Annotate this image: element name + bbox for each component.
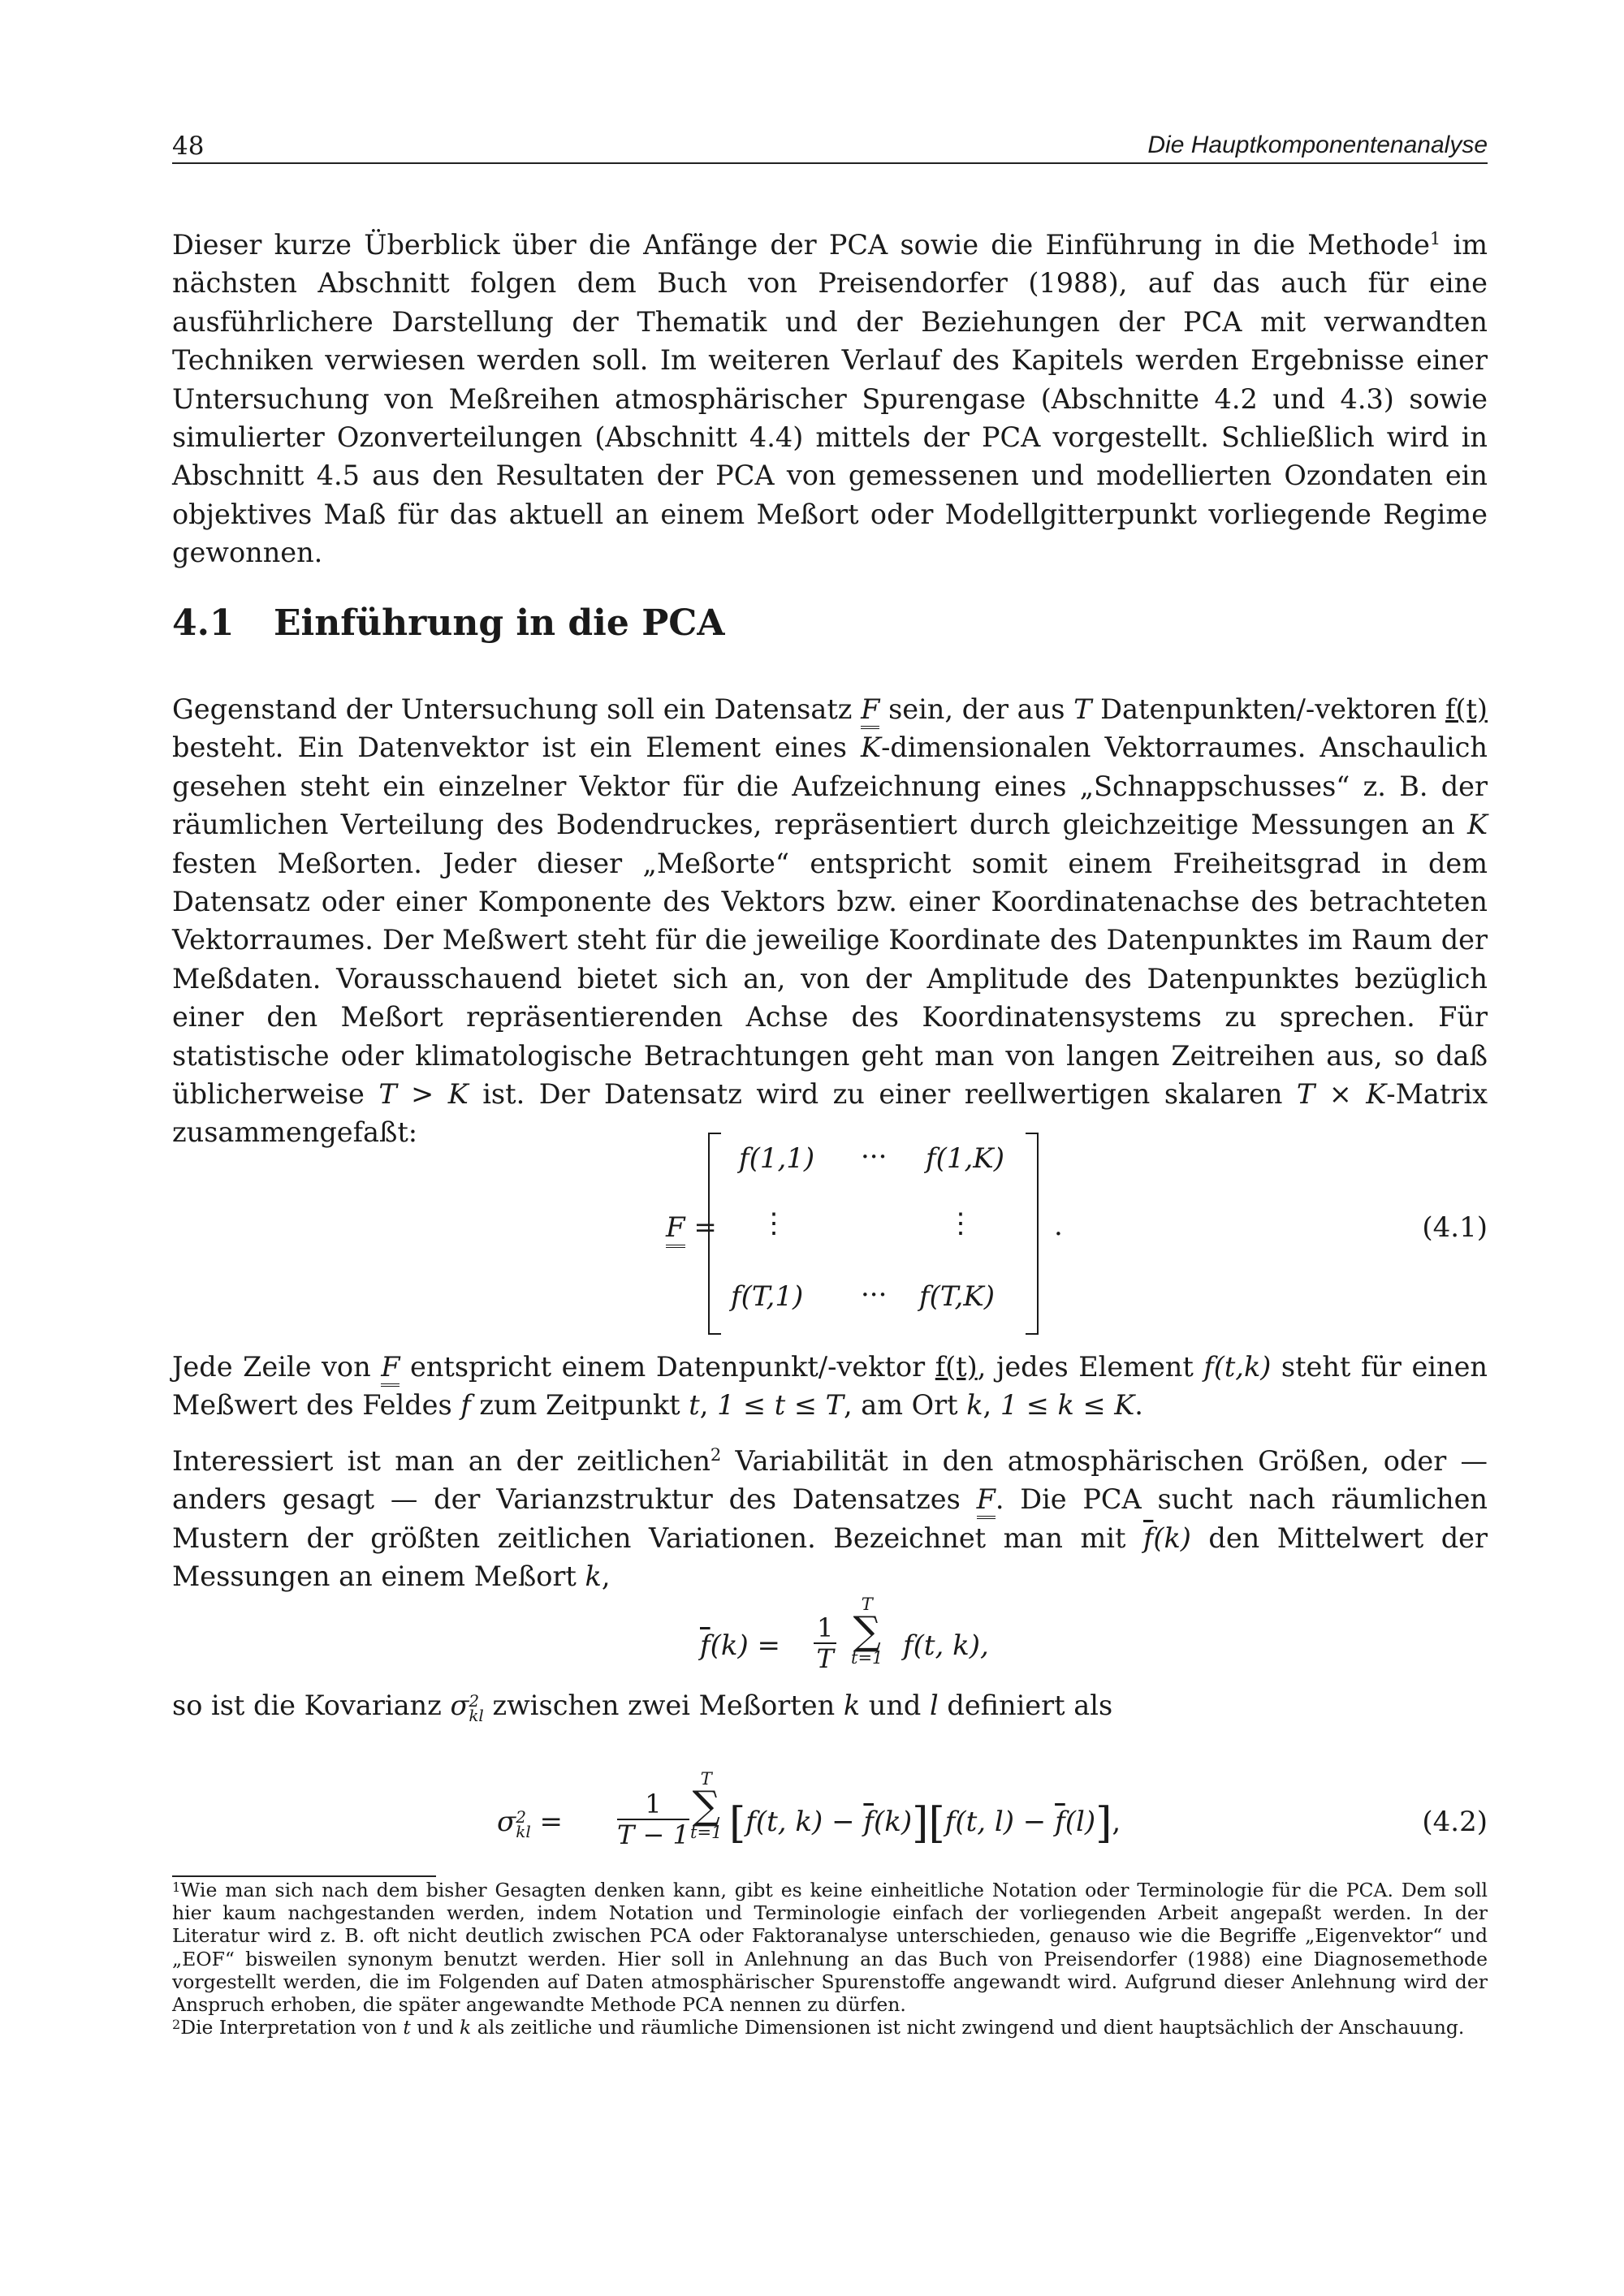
section-number: 4.1 (172, 602, 235, 644)
equation-lhs (700, 1629, 780, 1662)
fraction (814, 1613, 836, 1673)
matrix-ellipsis: ··· (861, 1279, 888, 1311)
text: -dimensionalen Vektorraumes. Anschaulich gesehen steht ein einzelner Vektor für die Aufzeichnung eines „Schnappschusses“ z. B. der räumlichen Verteilung des Bodendruckes, repräsentiert durch gleichzeitige Messungen an (172, 732, 1488, 841)
equation-rhs: f(t, k), (903, 1629, 989, 1662)
equals-sign: = (530, 1806, 564, 1838)
bracket-close: ] (1095, 1799, 1112, 1848)
page-number: 48 (172, 132, 205, 161)
matrix-vdots: ⋮ (760, 1207, 788, 1240)
text: Jede Zeile von (172, 1351, 382, 1383)
symbol-vector-ft: f(t) (935, 1351, 978, 1383)
symbol-t: t (403, 2016, 411, 2039)
term-2: f(t, l) − (944, 1806, 1056, 1838)
term-1-arg: (k) (874, 1806, 913, 1838)
equation-rhs (729, 1799, 1121, 1848)
equation-period: . (1054, 1210, 1063, 1242)
sum-sigma: ∑ (692, 1783, 720, 1828)
matrix-dimensions: T × K (1296, 1078, 1387, 1111)
fraction-numerator: 1 (814, 1613, 836, 1644)
symbol-fbar: $\overline{f}$ (1055, 1806, 1065, 1838)
summation (851, 1595, 883, 1667)
matrix-bracket-right (1026, 1133, 1039, 1335)
text: Datenpunkten/-vektoren (1091, 693, 1445, 725)
text: Variabilität in den atmosphärischen Größen, oder — anders gesagt — der Varianzstruktur des Datensatzes (172, 1445, 1488, 1516)
equation-4-1 (666, 1133, 1488, 1336)
sigma-indices (516, 1807, 531, 1841)
inequality-T-gt-K: T > K (378, 1078, 469, 1111)
symbol-l: l (930, 1690, 939, 1721)
text: . Die PCA sucht nach räumlichen Mustern der größten zeitlichen Variationen. Bezeichnet man mit (172, 1483, 1488, 1554)
equation-4-2 (497, 1770, 1488, 1863)
range-t: 1 ≤ t ≤ T (717, 1389, 844, 1422)
text: zwischen zwei Meßorten (483, 1690, 844, 1721)
footnote-1 (172, 1879, 1488, 2016)
sum-sigma: ∑ (853, 1608, 881, 1654)
bracket-open: [ (729, 1799, 746, 1848)
section-heading (172, 602, 724, 644)
symbol-k: k (843, 1690, 861, 1721)
symbol-t: t (689, 1389, 700, 1422)
intro-text-b: im nächsten Abschnitt folgen dem Buch von Preisendorfer (1988), auf das auch für eine ausführlichere Darstellung der Thematik und der Beziehungen der PCA mit verwandten Techniken verwiesen werden soll. Im weiteren Verlauf des Kapitels werden Ergebnisse einer Untersuchung von Meßreihen atmosphärischer Spurengase (Abschnitte 4.2 und 4.3) sowie simulierter Ozonverteilungen (Abschnitt 4.4) mittels der PCA vorgestellt. Schließlich wird in Abschnitt 4.5 aus den Resultaten der PCA von gemessenen und modellierten Ozondaten ein objektives Maß für das aktuell an einem Meßort oder Modellgitterpunkt vorliegende Regime gewonnen. (172, 229, 1488, 569)
footnote-2-text-a: Die Interpretation von (180, 2016, 404, 2039)
sigma-subscript: kl (516, 1822, 531, 1841)
matrix-vdots: ⋮ (947, 1207, 974, 1240)
text: Interessiert ist man an der zeitlichen (172, 1445, 710, 1477)
running-title: Die Hauptkomponentenanalyse (1147, 132, 1488, 158)
symbol-fbar: $\overline{f}$ (1142, 1521, 1154, 1554)
matrix-cell: f(T,K) (919, 1280, 996, 1313)
range-k: 1 ≤ k ≤ K (1000, 1389, 1135, 1422)
symbol-K: K (1466, 809, 1488, 841)
matrix-ellipsis: ··· (861, 1141, 888, 1173)
footnotes (172, 1879, 1488, 2039)
symbol-dataset-F: F (861, 693, 879, 729)
term-1: f(t, k) − (745, 1806, 864, 1838)
matrix-bracket-left (708, 1133, 721, 1335)
footnote-rule (172, 1875, 436, 1877)
sum-lower-limit: t=1 (851, 1648, 883, 1668)
text: festen Meßorten. Jeder dieser „Meßorte“ entspricht somit einem Freiheitsgrad in dem Datensatz oder einer Komponente des Vektors bzw. einer Koordinatenachse des betrachteten Vektorraumes. Der Meßwert steht für die jeweilige Koordinate des Datenpunktes im Raum der Meßdaten. Vorausschauend bietet sich an, von der Amplitude des Datenpunktes bezüglich einer den Meßort repräsentierenden Achse des Koordinatensystems zu sprechen. Für statistische oder klimatologische Betrachtungen geht man von langen Zeitreihen aus, so daß üblicherweise (172, 847, 1488, 1111)
sigma-superscript: 2 (469, 1691, 480, 1711)
symbol-sigma: σ (497, 1806, 516, 1838)
equation-number: (4.1) (1422, 1211, 1488, 1244)
text: , am Ort (843, 1389, 967, 1422)
footnote-2-text-c: als zeitliche und räumliche Dimensionen ist nicht zwingend und dient hauptsächlich der Anschauung. (471, 2016, 1465, 2039)
footnote-1-mark: 1 (172, 1880, 181, 1895)
intro-paragraph (172, 226, 1488, 572)
equals-sign: = (685, 1211, 717, 1244)
fraction-denominator: T (816, 1643, 834, 1674)
symbol-fbar-arg: (k) (1153, 1521, 1191, 1554)
bracket-close: ] (912, 1799, 929, 1848)
footnote-mark-2[interactable]: 2 (710, 1445, 722, 1465)
footnote-mark-1[interactable]: 1 (1429, 229, 1441, 248)
text: so ist die Kovarianz (172, 1690, 451, 1721)
symbol-f: f (460, 1389, 471, 1422)
fraction (617, 1789, 689, 1849)
sum-lower-limit: t=1 (690, 1823, 723, 1842)
summation (690, 1770, 722, 1841)
text: besteht. Ein Datenvektor ist ein Element eines (172, 732, 862, 764)
symbol-dataset-F: F (381, 1351, 400, 1387)
section-title-text: Einführung in die PCA (274, 602, 725, 644)
text: und (860, 1690, 931, 1721)
matrix-cell: f(1,K) (926, 1142, 1004, 1175)
text: . (1134, 1389, 1143, 1422)
fraction-numerator: 1 (617, 1789, 689, 1820)
text: steht für einen Meßwert des Feldes (172, 1351, 1488, 1422)
sigma-superscript: 2 (516, 1807, 526, 1827)
paragraph-covariance (172, 1686, 1147, 1724)
text: sein, der aus (879, 693, 1074, 725)
sigma-subscript: kl (469, 1706, 484, 1725)
paragraph-rows (172, 1348, 1488, 1425)
bracket-open: [ (928, 1799, 945, 1848)
lhs-arg: (k) = (710, 1629, 781, 1662)
page-header (172, 130, 1488, 164)
footnote-2-text-b: und (410, 2016, 460, 2039)
text: ist. Der Datensatz wird zu einer reellwertigen skalaren (468, 1078, 1297, 1111)
matrix-cell: f(1,1) (739, 1142, 815, 1175)
matrix-cell: f(T,1) (731, 1280, 804, 1313)
equation-mean (700, 1595, 992, 1685)
term-2-arg: (l) (1065, 1806, 1096, 1838)
text: , (699, 1389, 718, 1422)
footnote-2-mark: 2 (172, 2017, 181, 2033)
equation-lhs (497, 1806, 563, 1839)
equation-comma: , (1112, 1806, 1121, 1838)
symbol-K: K (861, 732, 882, 764)
sum-upper-limit: T (861, 1595, 873, 1614)
equation-number: (4.2) (1422, 1806, 1488, 1838)
intro-text-a: Dieser kurze Überblick über die Anfänge der PCA sowie die Einführung in die Methode (172, 229, 1430, 261)
symbol-k: k (585, 1560, 602, 1593)
text: den Mittelwert der Messungen an einem Meßort (172, 1521, 1488, 1593)
symbol-fbar: $\overline{f}$ (700, 1629, 710, 1662)
fraction-denominator: T − 1 (617, 1819, 689, 1850)
symbol-fbar: $\overline{f}$ (863, 1806, 874, 1838)
text: , jedes Element (977, 1351, 1204, 1383)
text: zum Zeitpunkt (470, 1389, 689, 1422)
sum-upper-limit: T (700, 1769, 712, 1789)
sigma-indices (469, 1691, 484, 1725)
paragraph-dataset (172, 690, 1488, 1152)
symbol-T: T (1073, 693, 1092, 725)
symbol-k: k (460, 2016, 472, 2039)
text: , (601, 1560, 611, 1593)
symbol-vector-ft: f(t) (1445, 693, 1488, 725)
text: definiert als (938, 1690, 1113, 1721)
symbol-ftk: f(t,k) (1203, 1351, 1272, 1383)
paragraph-variability (172, 1442, 1488, 1596)
symbol-dataset-F: F (977, 1483, 996, 1519)
text: -Matrix zusammengefaßt: (172, 1078, 1488, 1149)
text: entspricht einem Datenpunkt/-vektor (400, 1351, 935, 1383)
text: , (983, 1389, 1000, 1422)
symbol-dataset-F: F (666, 1211, 685, 1248)
footnote-2 (172, 2016, 1488, 2039)
footnote-1-text: Wie man sich nach dem bisher Gesagten denken kann, gibt es keine einheitliche Notation oder Terminologie für die PCA. Dem soll hier kaum nachgestanden werden, indem Notation und Terminologie einfach der vorliegenden Arbeit angepaßt werden. In der Literatur wird z. B. oft nicht deutlich zwischen PCA oder Faktoranalyse unterschieden, genauso wie die Begriffe „Eigenvektor“ und „EOF“ bisweilen synonym benutzt werden. Hier soll in Anlehnung an das Buch von Preisendorfer (1988) eine Diagnosemethode vorgestellt werden, die im Folgenden auf Daten atmosphärischer Spurenstoffe angewandt wird. Aufgrund dieser Anlehnung wird der Anspruch erhoben, die später angewandte Methode PCA nennen zu dürfen. (172, 1879, 1488, 2017)
text: Gegenstand der Untersuchung soll ein Datensatz (172, 693, 862, 725)
symbol-k: k (966, 1389, 983, 1422)
symbol-sigma: σ (450, 1690, 469, 1721)
